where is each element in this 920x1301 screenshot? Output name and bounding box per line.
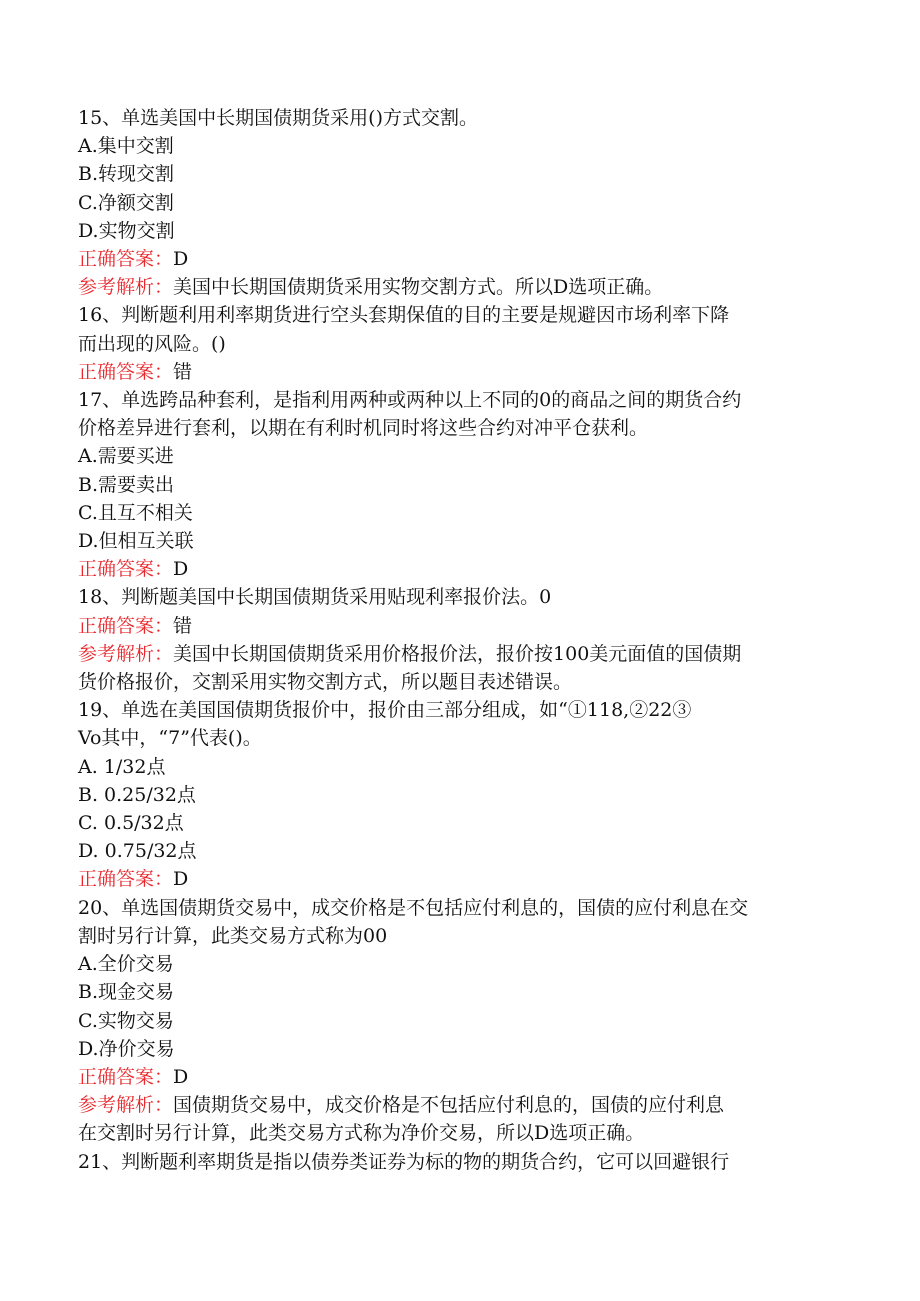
answer-line: [78, 865, 848, 893]
line-text: 货价格报价，交割采用实物交割方式，所以题目表述错误。: [78, 671, 573, 694]
text-line: [78, 1035, 848, 1063]
answer-line: [78, 612, 848, 640]
text-line: [78, 160, 848, 188]
line-text: 21、判断题利率期货是指以债券类证券为标的物的期货合约，它可以回避银行: [78, 1150, 730, 1173]
text-line: [78, 978, 848, 1006]
text-line: [78, 189, 848, 217]
line-text: C.净额交割: [78, 191, 174, 214]
line-text: 16、判断题利用利率期货进行空头套期保值的目的主要是规避因市场利率下降: [78, 304, 730, 327]
line-text: 20、单选国债期货交易中，成交价格是不包括应付利息的，国债的应付利息在交: [78, 896, 749, 919]
text-line: [78, 1148, 848, 1176]
text-line: [78, 837, 848, 865]
line-text: C. 0.5/32点: [78, 812, 184, 835]
text-line: [78, 132, 848, 160]
text-line: [78, 527, 848, 555]
line-text: 错: [173, 360, 193, 383]
line-text: Vo其中，“7”代表()。: [78, 727, 262, 750]
text-line: [78, 809, 848, 837]
text-line: [78, 894, 848, 922]
answer-label: 正确答案：: [78, 360, 174, 383]
answer-line: [78, 358, 848, 386]
line-text: 而出现的风险。(): [78, 332, 226, 355]
line-text: D.但相互关联: [78, 530, 194, 553]
line-text: A. 1/32点: [78, 755, 166, 778]
line-text: 美国中长期国债期货采用实物交割方式。所以D选项正确。: [173, 276, 664, 299]
answer-label: 正确答案：: [78, 248, 174, 271]
text-line: [78, 1119, 848, 1147]
text-line: [78, 781, 848, 809]
text-line: [78, 414, 848, 442]
line-text: C.且互不相关: [78, 501, 193, 524]
explanation-line: [78, 1091, 848, 1119]
line-text: 18、判断题美国中长期国债期货采用贴现利率报价法。0: [78, 586, 552, 609]
text-line: [78, 668, 848, 696]
text-line: [78, 696, 848, 724]
text-line: [78, 499, 848, 527]
line-text: A.全价交易: [78, 953, 174, 976]
explanation-line: [78, 640, 848, 668]
line-text: 19、单选在美国国债期货报价中，报价由三部分组成，如“①118,②22③: [78, 699, 692, 722]
answer-label: 正确答案：: [78, 614, 174, 637]
text-line: [78, 1007, 848, 1035]
line-text: D.实物交割: [78, 219, 175, 242]
line-text: C.实物交易: [78, 1009, 174, 1032]
line-text: B. 0.25/32点: [78, 783, 196, 806]
answer-label: 正确答案：: [78, 868, 174, 891]
line-text: D: [173, 248, 189, 271]
line-text: 美国中长期国债期货采用价格报价法，报价按100美元面值的国债期: [173, 642, 742, 665]
text-line: [78, 950, 848, 978]
line-text: B.需要卖出: [78, 473, 175, 496]
text-line: [78, 217, 848, 245]
line-text: A.集中交割: [78, 135, 174, 158]
text-line: [78, 386, 848, 414]
text-line: [78, 301, 848, 329]
text-line: [78, 583, 848, 611]
text-line: [78, 442, 848, 470]
line-text: 在交割时另行计算，此类交易方式称为净价交易，所以D选项正确。: [78, 1122, 645, 1145]
line-text: D.净价交易: [78, 1037, 175, 1060]
explanation-label: 参考解析：: [78, 276, 174, 299]
explanation-label: 参考解析：: [78, 642, 174, 665]
answer-label: 正确答案：: [78, 1065, 174, 1088]
line-text: 错: [173, 614, 193, 637]
explanation-label: 参考解析：: [78, 1094, 174, 1117]
answer-label: 正确答案：: [78, 558, 174, 581]
line-text: B.转现交割: [78, 163, 175, 186]
text-line: [78, 104, 848, 132]
line-text: D: [173, 868, 189, 891]
text-line: [78, 753, 848, 781]
text-line: [78, 922, 848, 950]
line-text: D. 0.75/32点: [78, 840, 197, 863]
line-text: 15、单选美国中长期国债期货采用()方式交割。: [78, 107, 479, 129]
line-text: D: [173, 558, 189, 581]
answer-line: [78, 1063, 848, 1091]
answer-line: [78, 555, 848, 583]
line-text: 17、单选跨品种套利，是指利用两种或两种以上不同的0的商品之间的期货合约: [78, 389, 742, 412]
answer-line: [78, 245, 848, 273]
line-text: 价格差异进行套利，以期在有利时机同时将这些合约对冲平仓获利。: [78, 417, 649, 440]
line-text: 割时另行计算，此类交易方式称为00: [78, 924, 388, 947]
line-text: D: [173, 1065, 189, 1088]
line-text: 国债期货交易中，成交价格是不包括应付利息的，国债的应付利息: [173, 1094, 725, 1117]
text-line: [78, 724, 848, 752]
text-line: [78, 330, 848, 358]
explanation-line: [78, 273, 848, 301]
line-text: B.现金交易: [78, 981, 175, 1004]
text-line: [78, 471, 848, 499]
document-body: [78, 104, 848, 1176]
line-text: A.需要买进: [78, 445, 174, 468]
